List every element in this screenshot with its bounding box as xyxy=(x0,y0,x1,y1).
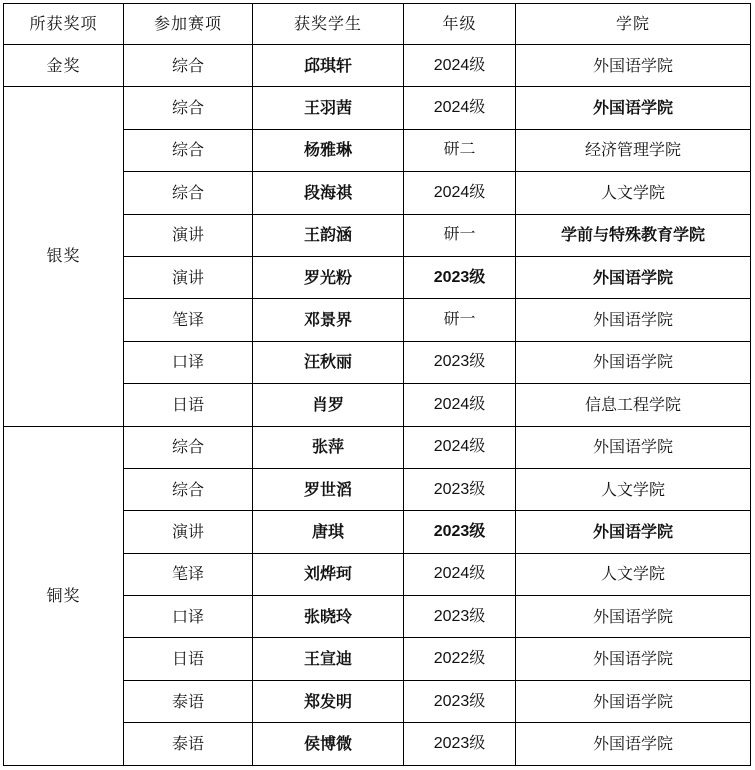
student-cell: 杨雅琳 xyxy=(253,129,404,171)
student-cell: 邱琪轩 xyxy=(253,45,404,87)
college-cell: 外国语学院 xyxy=(516,596,751,638)
table-body xyxy=(4,45,751,766)
header-event: 参加赛项 xyxy=(124,4,253,45)
grade-cell: 2024级 xyxy=(404,45,516,87)
student-cell: 郑发明 xyxy=(253,680,404,722)
header-row xyxy=(4,4,751,45)
event-cell: 日语 xyxy=(124,384,253,426)
college-cell: 外国语学院 xyxy=(516,723,751,765)
college-cell: 外国语学院 xyxy=(516,426,751,468)
table-header xyxy=(4,4,751,45)
college-cell: 外国语学院 xyxy=(516,680,751,722)
student-cell: 王韵涵 xyxy=(253,214,404,256)
college-cell: 外国语学院 xyxy=(516,511,751,553)
student-cell: 刘烨珂 xyxy=(253,553,404,595)
event-cell: 综合 xyxy=(124,468,253,510)
college-cell: 经济管理学院 xyxy=(516,129,751,171)
grade-cell: 2023级 xyxy=(404,723,516,765)
college-cell: 人文学院 xyxy=(516,172,751,214)
grade-cell: 2024级 xyxy=(404,172,516,214)
grade-cell: 2022级 xyxy=(404,638,516,680)
event-cell: 泰语 xyxy=(124,680,253,722)
college-cell: 外国语学院 xyxy=(516,256,751,298)
event-cell: 综合 xyxy=(124,45,253,87)
student-cell: 张晓玲 xyxy=(253,596,404,638)
event-cell: 综合 xyxy=(124,87,253,129)
header-college: 学院 xyxy=(516,4,751,45)
grade-cell: 2024级 xyxy=(404,384,516,426)
grade-cell: 2023级 xyxy=(404,511,516,553)
student-cell: 王羽茜 xyxy=(253,87,404,129)
header-student: 获奖学生 xyxy=(253,4,404,45)
grade-cell: 2024级 xyxy=(404,426,516,468)
grade-cell: 2023级 xyxy=(404,680,516,722)
event-cell: 泰语 xyxy=(124,723,253,765)
event-cell: 综合 xyxy=(124,129,253,171)
student-cell: 唐琪 xyxy=(253,511,404,553)
event-cell: 综合 xyxy=(124,172,253,214)
event-cell: 日语 xyxy=(124,638,253,680)
event-cell: 口译 xyxy=(124,596,253,638)
grade-cell: 2024级 xyxy=(404,87,516,129)
grade-cell: 2023级 xyxy=(404,256,516,298)
event-cell: 笔译 xyxy=(124,553,253,595)
student-cell: 邓景界 xyxy=(253,299,404,341)
grade-cell: 研一 xyxy=(404,299,516,341)
student-cell: 王宣迪 xyxy=(253,638,404,680)
college-cell: 外国语学院 xyxy=(516,45,751,87)
grade-cell: 2024级 xyxy=(404,553,516,595)
table-row xyxy=(4,87,751,129)
college-cell: 外国语学院 xyxy=(516,638,751,680)
student-cell: 罗光粉 xyxy=(253,256,404,298)
student-cell: 罗世滔 xyxy=(253,468,404,510)
college-cell: 人文学院 xyxy=(516,553,751,595)
event-cell: 演讲 xyxy=(124,214,253,256)
grade-cell: 研二 xyxy=(404,129,516,171)
college-cell: 外国语学院 xyxy=(516,299,751,341)
award-cell: 银奖 xyxy=(4,87,124,426)
college-cell: 外国语学院 xyxy=(516,341,751,383)
table-row xyxy=(4,45,751,87)
student-cell: 段海祺 xyxy=(253,172,404,214)
college-cell: 学前与特殊教育学院 xyxy=(516,214,751,256)
event-cell: 笔译 xyxy=(124,299,253,341)
grade-cell: 2023级 xyxy=(404,468,516,510)
student-cell: 侯博微 xyxy=(253,723,404,765)
college-cell: 外国语学院 xyxy=(516,87,751,129)
header-grade: 年级 xyxy=(404,4,516,45)
event-cell: 综合 xyxy=(124,426,253,468)
college-cell: 信息工程学院 xyxy=(516,384,751,426)
college-cell: 人文学院 xyxy=(516,468,751,510)
student-cell: 张萍 xyxy=(253,426,404,468)
grade-cell: 研一 xyxy=(404,214,516,256)
grade-cell: 2023级 xyxy=(404,596,516,638)
award-cell: 铜奖 xyxy=(4,426,124,765)
table-row xyxy=(4,426,751,468)
event-cell: 演讲 xyxy=(124,256,253,298)
student-cell: 肖罗 xyxy=(253,384,404,426)
award-cell: 金奖 xyxy=(4,45,124,87)
header-award: 所获奖项 xyxy=(4,4,124,45)
awards-table xyxy=(3,3,751,766)
event-cell: 演讲 xyxy=(124,511,253,553)
student-cell: 汪秋丽 xyxy=(253,341,404,383)
event-cell: 口译 xyxy=(124,341,253,383)
grade-cell: 2023级 xyxy=(404,341,516,383)
